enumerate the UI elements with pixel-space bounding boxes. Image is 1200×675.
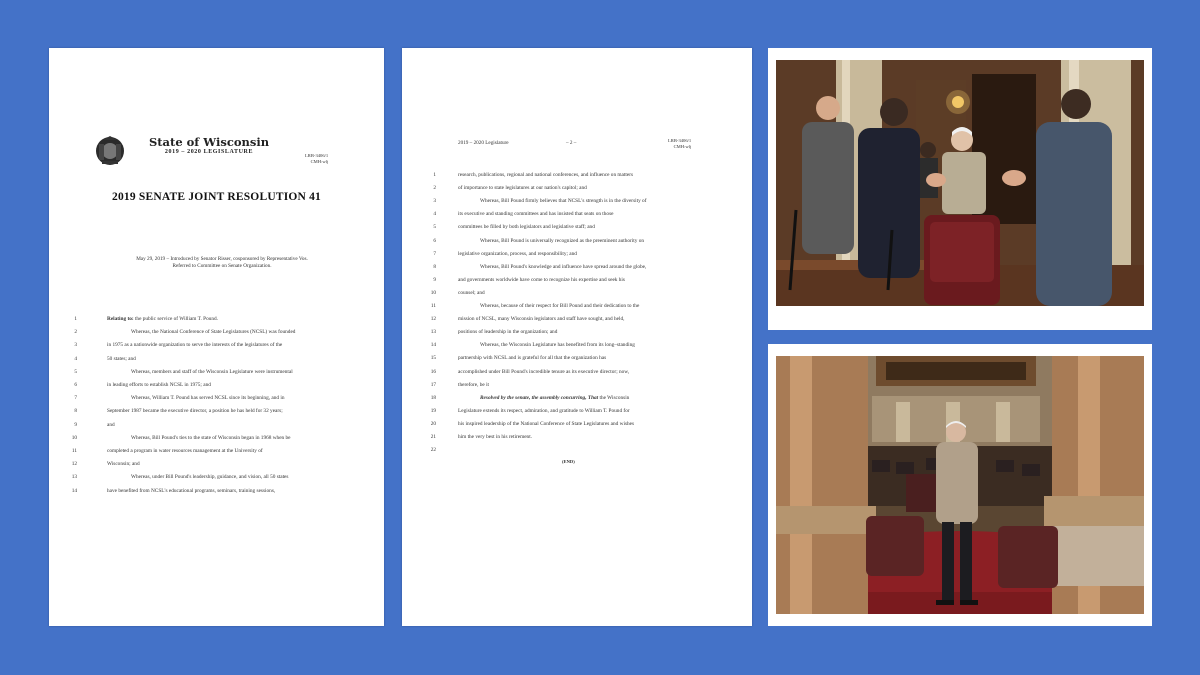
line-number: 13 <box>71 474 77 481</box>
page-number: – 2 – <box>566 140 577 146</box>
line-number: 6 <box>74 382 77 388</box>
line-text: therefore, be it <box>458 381 490 388</box>
state-title: State of Wisconsin <box>148 135 270 149</box>
line-text: Whereas, members and staff of the Wisconsin Legislature were instrumental <box>131 368 293 375</box>
photo-frame-1 <box>768 48 1152 330</box>
line-text: Whereas, because of their respect for Bill Pound and their dedication to the <box>480 303 640 309</box>
line-number: 1 <box>74 316 77 322</box>
line-text-emphasis: Relating to: <box>107 316 134 322</box>
line-text: partnership with NCSL and is grateful for all that the organization has <box>458 355 607 362</box>
line-number: 3 <box>433 198 436 205</box>
line-text: in leading efforts to establish NCSL in 1975; and <box>107 382 211 388</box>
end-mark: (END) <box>562 459 575 464</box>
lrb-code: LRB-3406/1 <box>668 138 692 143</box>
line-text: him the very best in his retirement. <box>458 434 532 440</box>
line-number: 7 <box>74 395 77 402</box>
wisconsin-seal-icon <box>93 134 127 168</box>
line-text: research, publications, regional and national conferences, and influence on matters <box>458 172 634 178</box>
line-number: 8 <box>433 263 436 270</box>
line-text: and governments worldwide have come to recognize his expertise and seek his <box>458 276 625 283</box>
intro-line-2: Referred to Committee on Senate Organization. <box>172 263 272 269</box>
line-number: 14 <box>430 342 436 349</box>
line-text: Whereas, Bill Pound is universally recognized as the preeminent authority on <box>480 237 645 244</box>
line-text: committees be filled by both legislators and legislative staff; and <box>458 224 595 231</box>
line-number: 20 <box>430 420 436 427</box>
lrb-sub-code: CMH:wlj <box>673 144 692 149</box>
line-number: 13 <box>430 329 436 336</box>
line-number: 12 <box>430 316 436 323</box>
lrb-code-block <box>305 153 328 165</box>
line-text: Relating to: the public service of William T. Pound. <box>107 316 219 322</box>
line-number: 18 <box>430 394 436 401</box>
line-text: Whereas, Bill Pound firmly believes that NCSL's strength is in the diversity of <box>480 198 647 205</box>
line-text: accomplished under Bill Pound's incredible tenure as its executive director; now, <box>458 368 630 375</box>
line-text: in 1975 as a nationwide organization to serve the interests of the legislatures of the <box>107 342 283 349</box>
line-number: 4 <box>74 355 77 362</box>
line-number: 21 <box>430 434 436 440</box>
line-number: 11 <box>71 448 77 454</box>
line-number: 2 <box>433 185 436 192</box>
line-text: Whereas, the National Conference of State Legislatures (NCSL) was founded <box>131 329 296 336</box>
line-number: 11 <box>430 303 436 309</box>
resolution-title: 2019 SENATE JOINT RESOLUTION 41 <box>112 191 321 203</box>
line-text: Whereas, the Wisconsin Legislature has benefited from its long–standing <box>480 342 635 349</box>
line-text: legislative organization, process, and responsibility; and <box>458 250 577 257</box>
line-number: 10 <box>430 289 436 296</box>
line-text: 50 states; and <box>107 355 136 362</box>
line-number: 2 <box>74 329 77 336</box>
line-number: 17 <box>430 381 436 388</box>
line-number: 7 <box>433 250 436 257</box>
line-number: 5 <box>74 368 77 375</box>
line-text: Whereas, Bill Pound's knowledge and influence have spread around the globe, <box>480 263 647 270</box>
line-text: Whereas, William T. Pound has served NCSL since its beginning, and in <box>131 395 285 402</box>
line-text: its executive and standing committees and has insisted that seats on those <box>458 211 614 218</box>
line-text: have benefited from NCSL's educational programs, seminars, training sessions, <box>107 487 276 494</box>
line-text: of importance to state legislatures at our nation's capitol; and <box>458 185 587 192</box>
line-text: Resolved by the senate, the assembly concurring, That the Wisconsin <box>480 394 630 401</box>
line-number: 14 <box>71 487 77 494</box>
line-text: Whereas, under Bill Pound's leadership, guidance, and vision, all 50 states <box>131 474 289 481</box>
line-number: 3 <box>74 342 77 349</box>
line-number: 9 <box>74 421 77 428</box>
line-number: 4 <box>433 211 436 218</box>
line-text: Legislature extends its respect, admiration, and gratitude to William T. Pound for <box>458 407 630 414</box>
line-text: Wisconsin; and <box>107 461 140 468</box>
line-number: 10 <box>71 434 77 441</box>
senate-chamber-photo <box>776 356 1144 614</box>
line-text: Whereas, Bill Pound's ties to the state of Wisconsin began in 1968 when be <box>131 434 291 441</box>
line-text-emphasis: Resolved by the senate, the assembly concurring, That <box>480 394 599 401</box>
line-text: completed a program in water resources management at the University of <box>107 448 263 454</box>
line-text: his inspired leadership of the National Conference of State Legislatures and wishes <box>458 420 635 427</box>
line-number: 6 <box>433 237 436 244</box>
lrb-sub-code: CMH:wlj <box>310 159 329 164</box>
line-text: counsel; and <box>458 289 485 296</box>
line-text: September 1987 became the executive director, a position he has held for 32 years; <box>107 408 283 415</box>
legislature-label: 2019 – 2020 LEGISLATURE <box>164 149 254 155</box>
lrb-code: LRB-3406/1 <box>305 153 329 158</box>
resolution-page-1 <box>49 48 384 626</box>
line-number: 5 <box>433 224 436 231</box>
line-number: 1 <box>433 172 436 178</box>
intro-line-1: May 29, 2019 – Introduced by Senator Risser, cosponsored by Representative Vos. <box>136 256 308 262</box>
line-number: 12 <box>71 461 77 468</box>
line-number: 16 <box>430 368 436 375</box>
line-number: 8 <box>74 408 77 415</box>
legislators-applauding-photo <box>776 60 1144 306</box>
line-text: mission of NCSL, many Wisconsin legislators and staff have sought, and held, <box>458 316 625 323</box>
page-header-left: 2019 – 2020 Legislature <box>458 140 509 146</box>
lrb-code-block <box>668 138 691 150</box>
resolution-page-2 <box>402 48 752 626</box>
line-number: 9 <box>433 276 436 283</box>
line-number: 15 <box>430 355 436 362</box>
photo-frame-2 <box>768 344 1152 626</box>
line-number: 22 <box>430 447 436 454</box>
line-number: 19 <box>430 407 436 414</box>
line-text: and <box>107 421 115 428</box>
introduction-note <box>97 256 347 270</box>
line-text: positions of leadership in the organization; and <box>458 329 558 336</box>
